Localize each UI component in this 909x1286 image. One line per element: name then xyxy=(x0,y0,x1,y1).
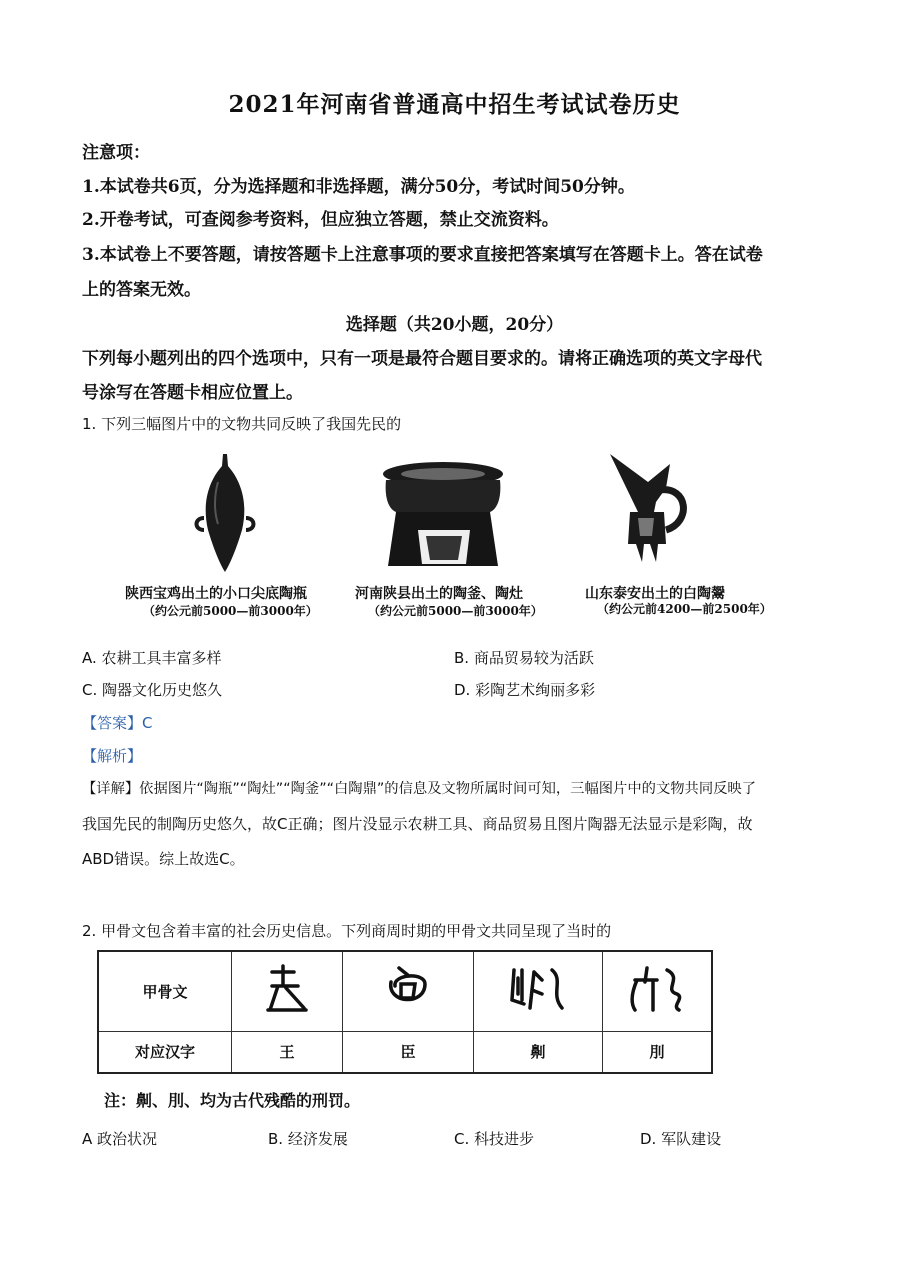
hanzi-cell-1: 王 xyxy=(232,1031,343,1073)
q1-image3-date: （约公元前4200—前2500年） xyxy=(597,602,772,616)
q2-option-d: D. 军队建设 xyxy=(640,1130,722,1148)
q1-detail-line3: ABD错误。综上故选C。 xyxy=(82,850,245,868)
oracle-glyph-wang-icon xyxy=(264,964,310,1014)
q2-option-a: A 政治状况 xyxy=(82,1130,158,1148)
oracle-glyph-yi xyxy=(474,951,603,1031)
page-title: 2021年河南省普通高中招生考试试卷历史 xyxy=(228,91,681,118)
q1-stem: 1. 下列三幅图片中的文物共同反映了我国先民的 xyxy=(82,415,402,433)
q1-image1-date: （约公元前5000—前3000年） xyxy=(143,604,318,618)
q1-detail-line1: 【详解】依据图片“陶瓶”“陶灶”“陶釜”“白陶鼎”的信息及文物所属时间可知，三幅图片中的文物共同反映了 xyxy=(82,781,757,797)
section-heading: 选择题（共20小题，20分） xyxy=(345,315,564,335)
q1-answer: 【答案】C xyxy=(82,714,153,732)
q2-option-c: C. 科技进步 xyxy=(454,1130,535,1148)
q1-image1-caption: 陕西宝鸡出土的小口尖底陶瓶 xyxy=(125,586,307,602)
oracle-glyph-wang xyxy=(232,951,343,1031)
notice-item-2: 2.开卷考试，可查阅参考资料，但应独立答题，禁止交流资料。 xyxy=(82,210,559,230)
q1-option-c: C. 陶器文化历史悠久 xyxy=(82,681,223,699)
q1-option-b: B. 商品贸易较为活跃 xyxy=(454,649,594,667)
oracle-glyph-yue-icon xyxy=(627,964,687,1014)
hanzi-cell-4: 刖 xyxy=(603,1031,713,1073)
notice-item-3-cont: 上的答案无效。 xyxy=(82,280,201,300)
hanzi-row-header: 对应汉字 xyxy=(98,1031,232,1073)
notice-item-1: 1.本试卷共6页，分为选择题和非选择题，满分50分，考试时间50分钟。 xyxy=(82,177,635,197)
q1-image2-caption: 河南陕县出土的陶釜、陶灶 xyxy=(355,586,523,602)
q1-option-a: A. 农耕工具丰富多样 xyxy=(82,649,222,667)
oracle-row-header: 甲骨文 xyxy=(98,951,232,1031)
oracle-glyph-yi-icon xyxy=(508,964,568,1014)
q2-option-b: B. 经济发展 xyxy=(268,1130,348,1148)
q2-note: 注：劓、刖、均为古代残酷的刑罚。 xyxy=(104,1091,361,1110)
hanzi-row xyxy=(98,1031,712,1073)
notice-heading: 注意项： xyxy=(82,143,150,163)
oracle-bone-table xyxy=(97,950,713,1074)
q2-stem: 2. 甲骨文包含着丰富的社会历史信息。下列商周时期的甲骨文共同呈现了当时的 xyxy=(82,922,612,940)
pointed-bottom-bottle-image xyxy=(190,452,260,574)
white-pottery-gui-image xyxy=(608,452,692,574)
q1-analysis-label: 【解析】 xyxy=(82,747,143,765)
q1-image3-caption: 山东泰安出土的白陶鬶 xyxy=(585,586,725,602)
q1-image2-date: （约公元前5000—前3000年） xyxy=(368,604,543,618)
notice-item-3: 3.本试卷上不要答题，请按答题卡上注意事项的要求直接把答案填写在答题卡上。答在试卷 xyxy=(82,245,763,265)
q1-detail-line2: 我国先民的制陶历史悠久，故C正确；图片没显示农耕工具、商品贸易且图片陶器无法显示是彩陶，故 xyxy=(82,815,753,833)
oracle-glyph-chen xyxy=(343,951,474,1031)
hanzi-cell-3: 劓 xyxy=(474,1031,603,1073)
oracle-row xyxy=(98,951,712,1031)
q1-option-d: D. 彩陶艺术绚丽多彩 xyxy=(454,681,596,699)
oracle-glyph-chen-icon xyxy=(385,964,431,1014)
oracle-glyph-yue xyxy=(603,951,713,1031)
hanzi-cell-2: 臣 xyxy=(343,1031,474,1073)
section-instruction-line2: 号涂写在答题卡相应位置上。 xyxy=(82,383,303,403)
section-instruction-line1: 下列每小题列出的四个选项中，只有一项是最符合题目要求的。请将正确选项的英文字母代 xyxy=(82,349,762,369)
pottery-stove-image xyxy=(378,460,508,572)
